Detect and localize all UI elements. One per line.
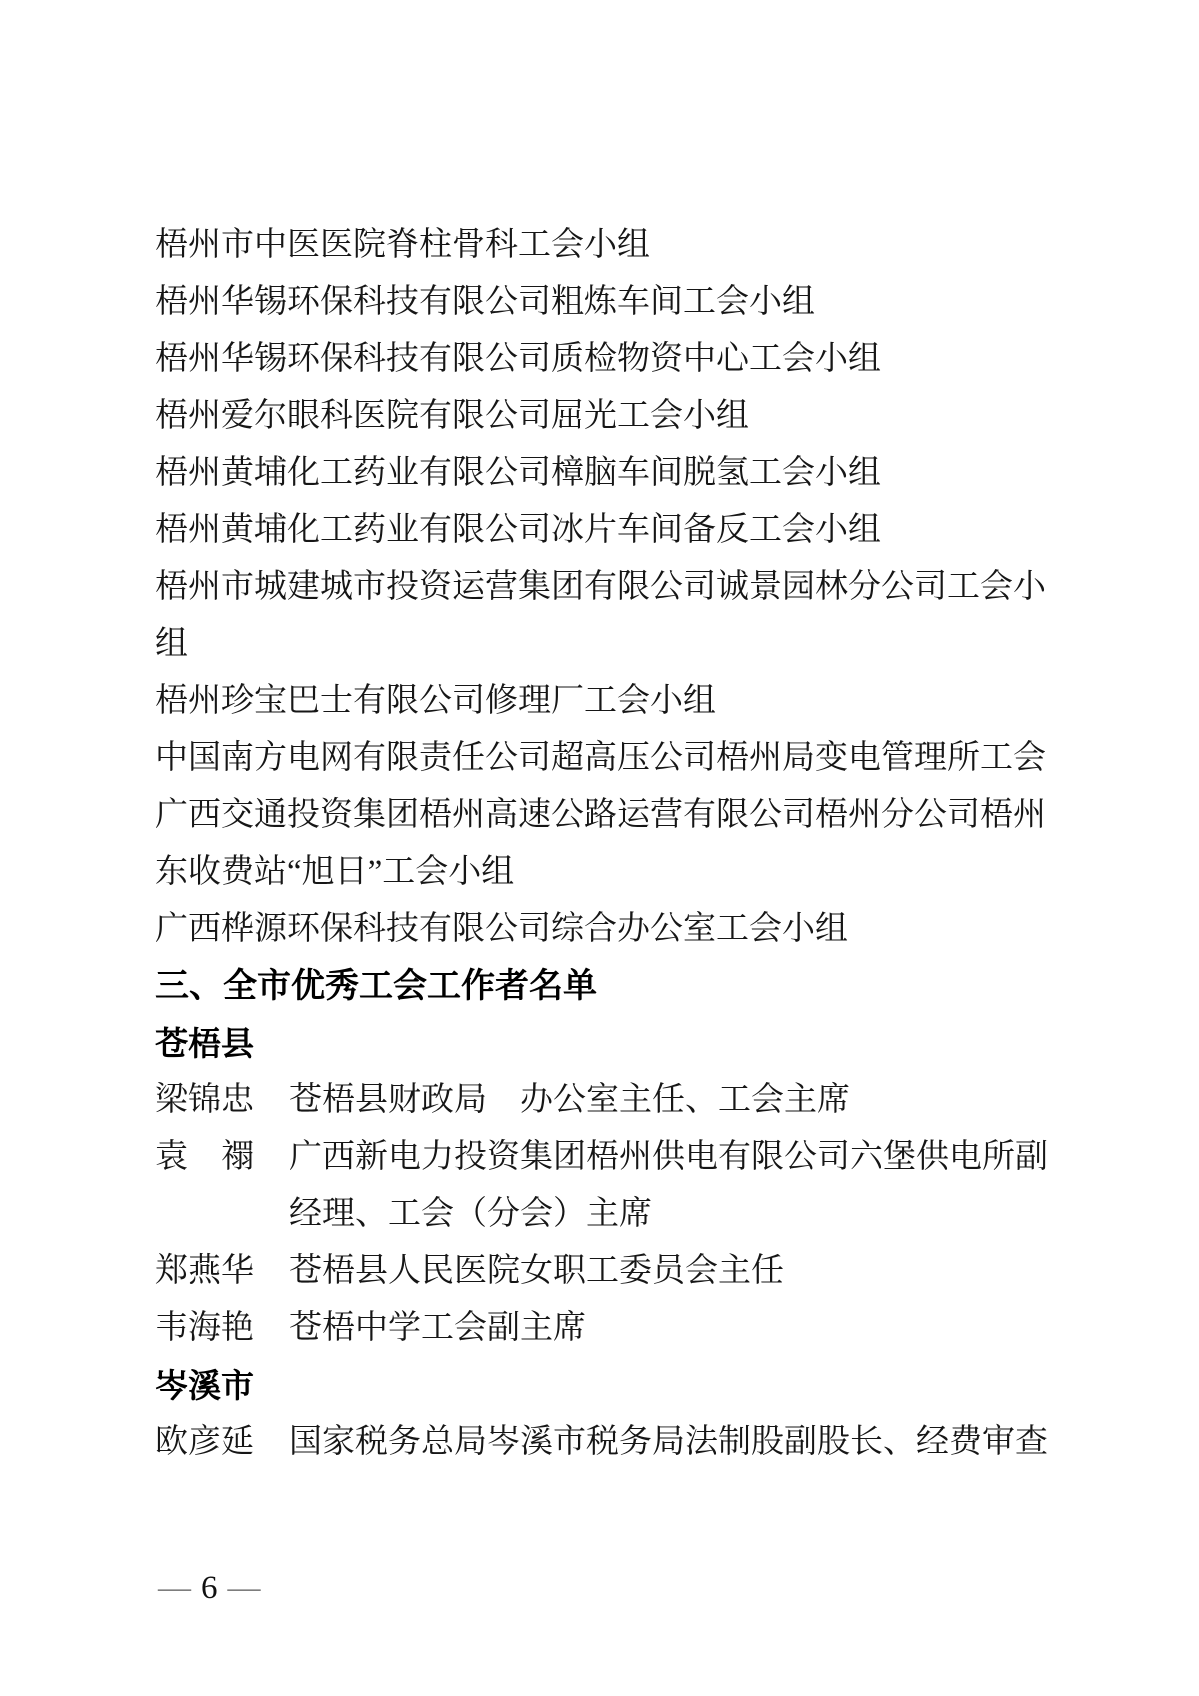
union-group-line: 梧州华锡环保科技有限公司粗炼车间工会小组 (155, 284, 815, 320)
union-group-line: 梧州市中医医院脊柱骨科工会小组 (155, 227, 650, 263)
page-footer (158, 1568, 261, 1608)
union-group-line: 梧州市城建城市投资运营集团有限公司诚景园林分公司工会小 (155, 569, 1046, 605)
worker-entry (155, 1072, 1065, 1129)
worker-title-continuation: 经理、工会（分会）主席 (289, 1196, 652, 1232)
worker-name: 欧彦延 (155, 1424, 254, 1460)
worker-entry (155, 1243, 1065, 1300)
worker-entry (155, 1414, 1065, 1471)
worker-entry (155, 1300, 1065, 1357)
union-group-line: 梧州黄埔化工药业有限公司冰片车间备反工会小组 (155, 512, 881, 548)
worker-name: 梁锦忠 (155, 1082, 254, 1118)
worker-title: 苍梧县财政局 办公室主任、工会主席 (289, 1082, 850, 1118)
worker-title: 苍梧中学工会副主席 (289, 1310, 586, 1346)
union-group-line-wrap: 组 (155, 626, 188, 662)
union-group-line: 广西交通投资集团梧州高速公路运营有限公司梧州分公司梧州 (155, 797, 1046, 833)
worker-title: 苍梧县人民医院女职工委员会主任 (289, 1253, 784, 1289)
union-group-line: 梧州爱尔眼科医院有限公司屈光工会小组 (155, 398, 749, 434)
section-heading-outstanding-workers: 三、全市优秀工会工作者名单 (155, 967, 597, 1005)
worker-title: 国家税务总局岑溪市税务局法制股副股长、经费审查 (289, 1424, 1048, 1460)
county-heading-cangwu: 苍梧县 (155, 1025, 254, 1062)
union-group-line: 广西桦源环保科技有限公司综合办公室工会小组 (155, 911, 848, 947)
document-body (155, 217, 1065, 1471)
worker-title: 广西新电力投资集团梧州供电有限公司六堡供电所副 (289, 1139, 1048, 1175)
city-heading-cenxi: 岑溪市 (155, 1367, 254, 1404)
union-group-line: 梧州黄埔化工药业有限公司樟脑车间脱氢工会小组 (155, 455, 881, 491)
worker-entry (155, 1129, 1065, 1186)
worker-name: 郑燕华 (155, 1253, 254, 1289)
union-group-line: 梧州华锡环保科技有限公司质检物资中心工会小组 (155, 341, 881, 377)
union-group-line: 中国南方电网有限责任公司超高压公司梧州局变电管理所工会 (155, 740, 1046, 776)
union-group-line: 梧州珍宝巴士有限公司修理厂工会小组 (155, 683, 716, 719)
worker-name: 袁 禤 (155, 1139, 254, 1175)
footer-dash-right: — (227, 1570, 261, 1606)
footer-dash-left: — (158, 1570, 191, 1606)
union-group-line-wrap: 东收费站“旭日”工会小组 (155, 854, 515, 890)
worker-name: 韦海艳 (155, 1310, 254, 1346)
page-number: 6 (201, 1570, 218, 1606)
